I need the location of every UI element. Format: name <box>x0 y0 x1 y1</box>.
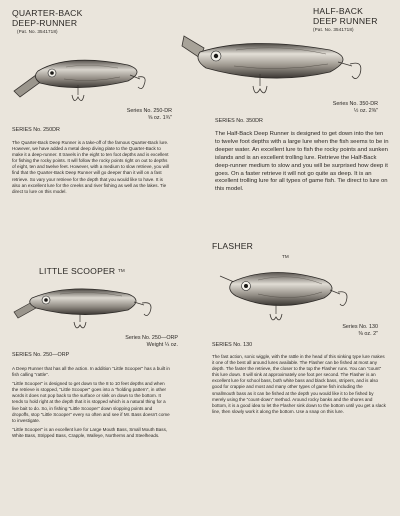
quarter-back-weight: ⅝ oz. 1¾" <box>147 115 172 121</box>
flasher-series-heading: SERIES No. 130 <box>212 342 253 348</box>
half-back-weight: ½ oz. 2⅜" <box>353 108 378 114</box>
little-scooper-paragraph-1: A Deep Runner that has all the action. In addition "Little Scooper" has a built in fish calling "rattle". <box>12 366 170 378</box>
flasher-lure-image <box>212 258 362 330</box>
quarter-back-description: The Quarter-Back Deep Runner is a take-off of the famous Quarter-Back lure. However, we have added a metal deep diving plate to the Quarter-Back to make it a deep-runner. It travels in the eight to ten foot depths and is excellent for fishing the rocky points. It will follow the rocky points right on out to depths of eight, ten and twelve feet. However, with a medium to slow retrieve, you will find that the Quarter-Back Deep Runner will go deeper than it will on a fast retrieve. So vary your retrieve for the depth that you would like to have. It is also an excellent lure for the creeks and river fishing as well as the lakes. Tie direct to lure on this model. <box>12 140 169 194</box>
flasher-title-text: FLASHER <box>212 241 254 251</box>
half-back-series-code: Series No. 350-DR <box>332 101 378 107</box>
half-back-lure-image <box>180 28 376 110</box>
flasher-trademark: TM <box>282 254 289 259</box>
little-scooper-lure-image <box>10 272 160 336</box>
quarter-back-series-code: Series No. 250-DR <box>126 108 172 114</box>
little-scooper-series-heading: SERIES No. 250—ORP <box>12 352 70 358</box>
quarter-back-title <box>12 8 83 28</box>
little-scooper-description <box>12 366 170 439</box>
little-scooper-title-text: LITTLE SCOOPER <box>39 266 116 276</box>
quarter-back-series-heading: SERIES No. 250DR <box>12 127 60 133</box>
quarter-back-title-line2: DEEP-RUNNER <box>12 18 78 28</box>
half-back-title-line1: HALF-BACK <box>313 6 364 16</box>
little-scooper-series-code: Series No. 250—ORP <box>125 335 178 341</box>
quarter-back-lure-image <box>8 35 158 115</box>
half-back-patent: (Pat. No. 3541718) <box>313 27 354 32</box>
half-back-series-heading: SERIES No. 350DR <box>215 118 263 124</box>
flasher-description: The fast action, sonic wiggle, with the rattle in the head of this sinking type lure makes it one of the best all around lures available. The Flasher can be fished at most any depth. The faster the retrieve, the closer to the top the Flasher runs. You can "count" this lure down. It will sink at approximately one foot per second. The Flasher is an excellent lure for school bass, both white bass and black bass, stripers, and is also good for crappie and most and many other types of game fish including the smallmouth bass as it can be fished at the depth you would like it to be fished by merely using the "count-down" method. Around rocky banks and the shores and bottom, it is a good idea to let the Flasher sink down to the bottom until you get a slack line, then slowly work it along the bottom. Use a snap on this lure. <box>212 354 386 414</box>
half-back-title <box>313 6 378 26</box>
quarter-back-title-line1: QUARTER-BACK <box>12 8 83 18</box>
flasher-series-code: Series No. 130 <box>342 324 378 330</box>
flasher-weight: ⅜ oz. 2" <box>358 331 378 337</box>
little-scooper-weight: Weight ¼ oz. <box>146 342 178 348</box>
little-scooper-paragraph-2: "Little Scooper" is designed to get down to the 8 to 10 feet depths and when the retrieve is stopped, "Little Scooper" goes into a "holding pattern", in other words it does not pop back to the surface or sink on down to the bottom. It tends to hold right at the depth that it is stopped which is a natural thing for a live bait to do. So, in fishing "Little Scooper" down slopping points and dropoffs, stop "Little Scooper" every so often and see if Mr. Bass doesn't come to investigate. <box>12 381 170 423</box>
flasher-title <box>212 241 253 251</box>
little-scooper-paragraph-3: "Little Scooper" is an excellent lure for Large Mouth Bass, Small Mouth Bass, White Bass, Stripped Bass, Crapple, Walleye, Northerns and Steelheads. <box>12 426 168 438</box>
little-scooper-trademark: TM <box>118 268 125 273</box>
half-back-description: The Half-Back Deep Runner is designed to get down into the ten to twelve foot depths with a large lure when the fish seems to be in deeper water. An excellent lure to fish the rocky points and sunken islands and is an excellent trolling lure. Retrieve the Half-Back deep-runner medium to slow and you will be surprised how deep it goes. On a faster retrieve it will not go quite as deep. It is an excellent trolling lure for all types of game fish. Tie direct to lure on this model. <box>215 131 389 193</box>
quarter-back-patent: (Pat. No. 3541718) <box>17 29 58 34</box>
half-back-title-line2: DEEP RUNNER <box>313 16 378 26</box>
